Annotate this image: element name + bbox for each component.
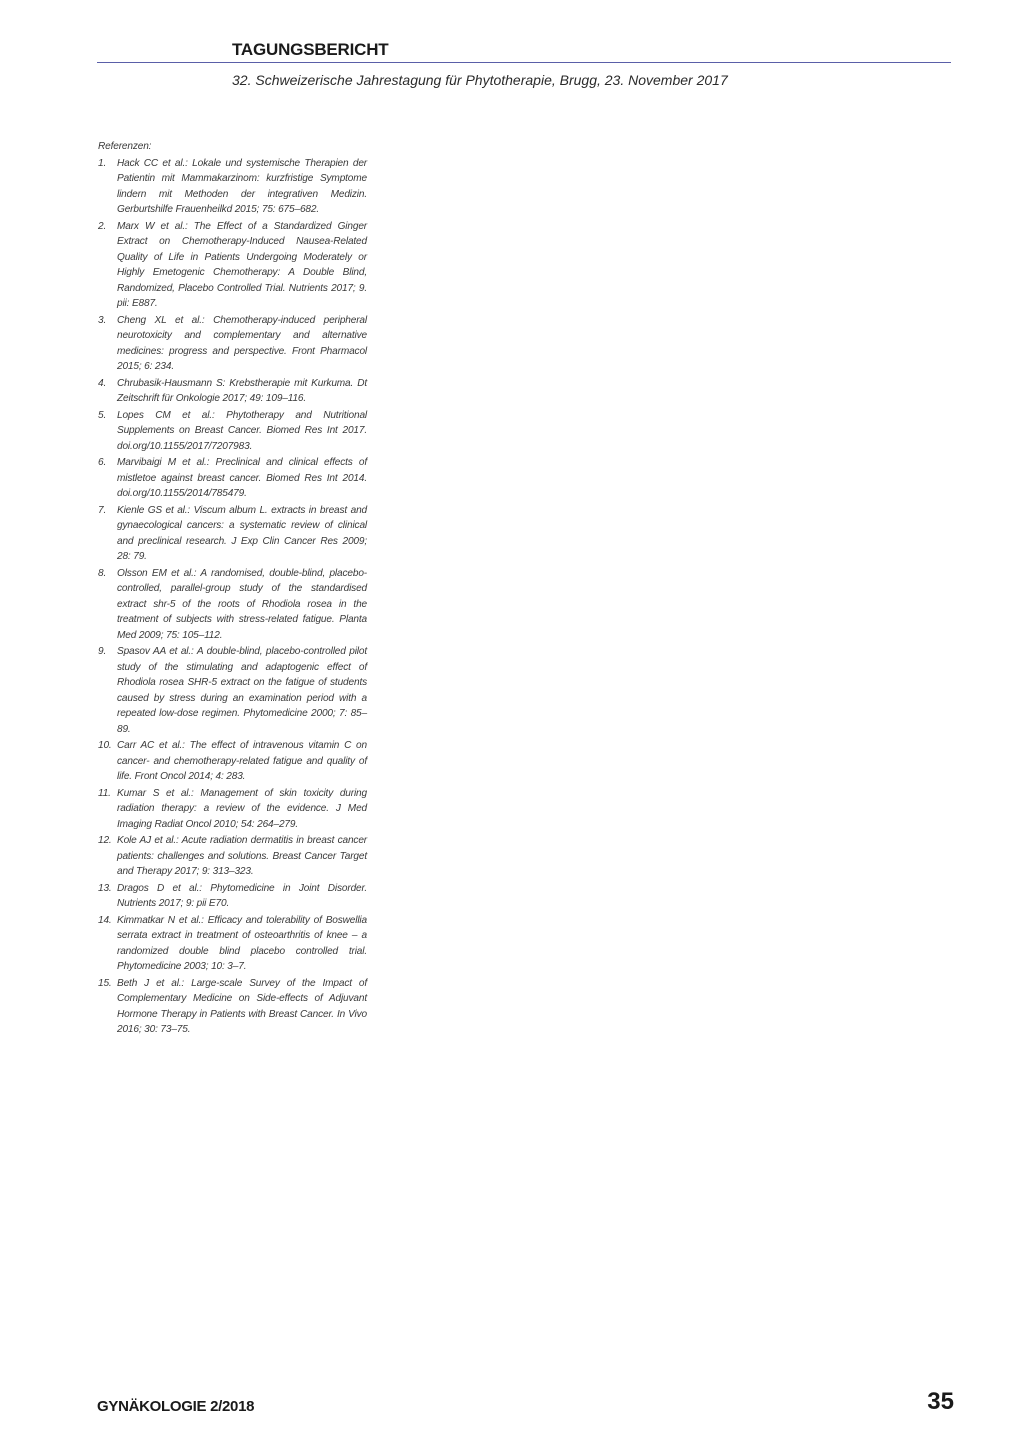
references-heading: Referenzen: xyxy=(98,141,152,152)
reference-text: Chrubasik-Hausmann S: Krebstherapie mit Kurkuma. Dt Zeitschrift für Onkologie 2017; 49: 109–116. xyxy=(117,377,367,404)
conference-subtitle: 32. Schweizerische Jahrestagung für Phytotherapie, Brugg, 23. November 2017 xyxy=(232,72,728,88)
reference-item xyxy=(98,376,367,407)
reference-number: 15. xyxy=(98,977,112,989)
reference-item xyxy=(98,913,367,975)
reference-item xyxy=(98,156,367,218)
reference-text: Olsson EM et al.: A randomised, double-blind, placebo-controlled, parallel-group study of the standardised extract shr-5 of the roots of Rhodiola rosea in the treatment of subjects with stress-related fatigue. Planta Med 2009; 75: 105–112. xyxy=(117,567,367,641)
references-list xyxy=(98,139,367,1039)
reference-number: 14. xyxy=(98,914,112,926)
reference-item xyxy=(98,976,367,1038)
reference-text: Lopes CM et al.: Phytotherapy and Nutritional Supplements on Breast Cancer. Biomed Res Int 2017. doi.org/10.1155/2017/7207983. xyxy=(117,409,367,452)
reference-number: 13. xyxy=(98,882,112,894)
reference-number: 7. xyxy=(98,504,107,516)
reference-item xyxy=(98,313,367,375)
reference-number: 9. xyxy=(98,646,107,657)
reference-item xyxy=(98,219,367,312)
reference-number: 11. xyxy=(98,787,111,799)
reference-item xyxy=(98,503,367,565)
reference-item xyxy=(98,566,367,644)
reference-text: Marx W et al.: The Effect of a Standardized Ginger Extract on Chemotherapy-Induced Nausea-Related Quality of Life in Patients Undergoing Moderately or Highly Emetogenic Chemotherapy: A Double Blind, Randomized, Placebo Controlled Trial. Nutrients 2017; 9. pii: E887. xyxy=(117,220,367,309)
reference-number: 6. xyxy=(98,457,107,468)
reference-number: 4. xyxy=(98,377,107,389)
reference-number: 8. xyxy=(98,567,107,579)
reference-number: 12. xyxy=(98,835,112,846)
reference-item xyxy=(98,644,367,737)
reference-text: Kole AJ et al.: Acute radiation dermatitis in breast cancer patients: challenges and solutions. Breast Cancer Target and Therapy 2017; 9: 313–323. xyxy=(117,835,367,877)
reference-text: Kumar S et al.: Management of skin toxicity during radiation therapy: a review of the evidence. J Med Imaging Radiat Oncol 2010; 54: 264–279. xyxy=(117,787,367,830)
reference-text: Carr AC et al.: The effect of intravenous vitamin C on cancer- and chemotherapy-related fatigue and quality of life. Front Oncol 2014; 4: 283. xyxy=(117,740,367,782)
reference-text: Kimmatkar N et al.: Efficacy and tolerability of Boswellia serrata extract in treatment of osteoarthritis of knee – a randomized double blind placebo controlled trial. Phytomedicine 2003; 10: 3–7. xyxy=(117,914,367,972)
section-title: TAGUNGSBERICHT xyxy=(232,40,389,59)
reference-text: Beth J et al.: Large-scale Survey of the Impact of Complementary Medicine on Side-effects of Adjuvant Hormone Therapy in Patients with Breast Cancer. In Vivo 2016; 30: 73–75. xyxy=(117,977,367,1035)
reference-item xyxy=(98,455,367,502)
reference-number: 1. xyxy=(98,157,107,169)
journal-issue: GYNÄKOLOGIE 2/2018 xyxy=(97,1398,255,1415)
reference-text: Cheng XL et al.: Chemotherapy-induced peripheral neurotoxicity and complementary and alternative medicines: progress and perspective. Front Pharmacol 2015; 6: 234. xyxy=(117,314,367,372)
page-number: 35 xyxy=(927,1388,954,1415)
reference-text: Dragos D et al.: Phytomedicine in Joint Disorder. Nutrients 2017; 9: pii E70. xyxy=(117,882,367,909)
header-divider xyxy=(97,62,951,63)
reference-item xyxy=(98,833,367,880)
reference-item xyxy=(98,881,367,912)
reference-text: Hack CC et al.: Lokale und systemische Therapien der Patientin mit Mammakarzinom: kurzfristige Symptome lindern mit Methoden der integrativen Medizin. Gerburtshilfe Frauenheilkd 2015; 75: 675–682. xyxy=(117,157,367,215)
reference-text: Kienle GS et al.: Viscum album L. extracts in breast and gynaecological cancers: a systematic review of clinical and preclinical research. J Exp Clin Cancer Res 2009; 28: 79. xyxy=(117,504,367,562)
reference-number: 3. xyxy=(98,314,107,326)
reference-item xyxy=(98,786,367,833)
reference-text: Spasov AA et al.: A double-blind, placebo-controlled pilot study of the stimulating and adaptogenic effect of Rhodiola rosea SHR-5 extract on the fatigue of students caused by stress during an examination period with a repeated low-dose regimen. Phytomedicine 2000; 7: 85–89. xyxy=(117,646,367,735)
reference-item xyxy=(98,408,367,455)
reference-number: 10. xyxy=(98,740,112,751)
reference-number: 5. xyxy=(98,409,107,421)
reference-item xyxy=(98,738,367,785)
reference-number: 2. xyxy=(98,220,107,232)
reference-text: Marvibaigi M et al.: Preclinical and clinical effects of mistletoe against breast cancer. Biomed Res Int 2014. doi.org/10.1155/2014/785479. xyxy=(117,457,367,499)
